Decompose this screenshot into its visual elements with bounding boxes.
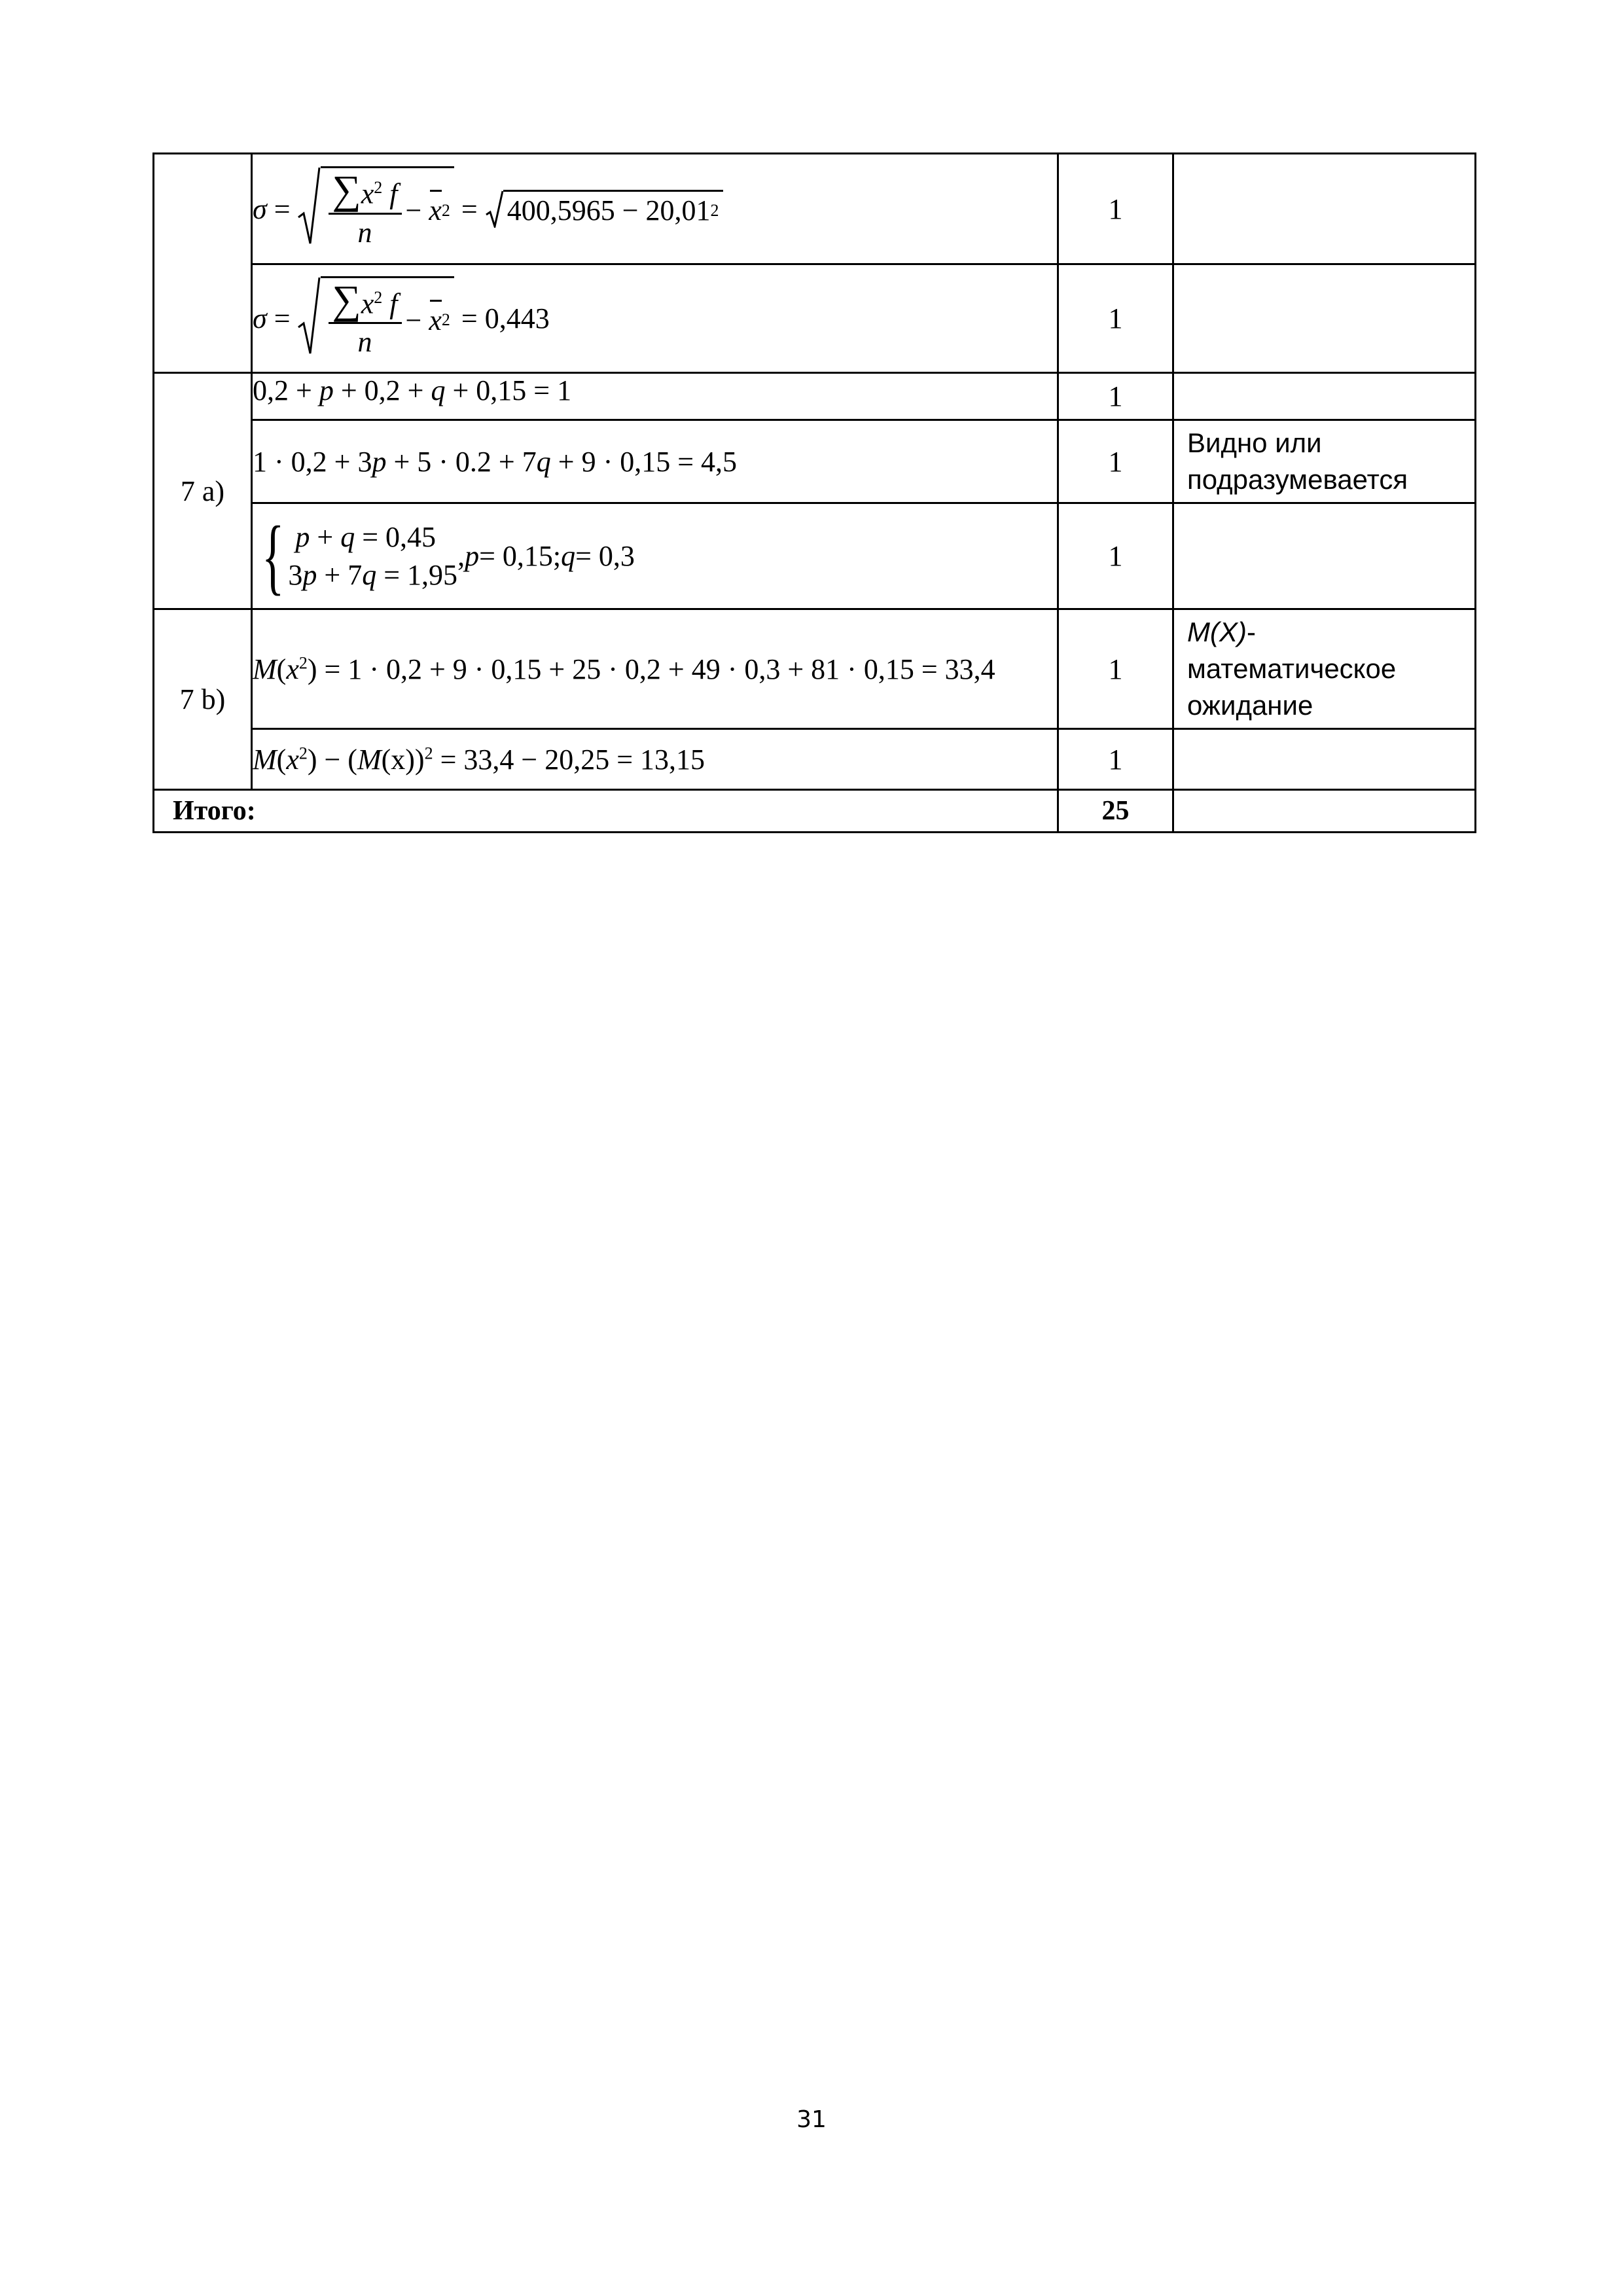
table-row	[154, 373, 1476, 420]
table-row	[154, 420, 1476, 503]
mark-cell: 1	[1058, 420, 1173, 503]
sqrt-icon	[485, 190, 503, 228]
note-text: математическое ожидание	[1187, 653, 1397, 721]
marking-scheme-table	[152, 152, 1476, 833]
formula-m-x2: $M(x^2) = 1 \cdot 0,2 + 9 \cdot 0,15 + 25 \cdot 0,2 + 49 \cdot 0,3 + 81 \cdot 0,15 = 33,4$	[252, 609, 1058, 729]
note-cell	[1173, 503, 1476, 609]
mark-cell: 1	[1058, 373, 1173, 420]
total-label: Итого:	[154, 790, 1058, 833]
total-value: 25	[1058, 790, 1173, 833]
formula-system: { p + q = 0,45 3p + 7q = 1,95 , p = 0,15; q = 0,3	[252, 503, 1058, 609]
question-label-7b: 7 b)	[154, 609, 252, 790]
note-cell: Видно или подразумевается	[1173, 420, 1476, 503]
table-row	[154, 264, 1476, 373]
total-row	[154, 790, 1476, 833]
brace-icon: {	[262, 509, 285, 603]
table-row	[154, 503, 1476, 609]
note-cell	[1173, 729, 1476, 790]
mark-cell: 1	[1058, 264, 1173, 373]
formula-variance: $M(x^2) - (M(x))^2 = 33,4 - 20,25 = 13,15$	[252, 729, 1058, 790]
note-cell	[1173, 154, 1476, 264]
sqrt-icon	[297, 166, 321, 245]
note-cell: M(X)- математическое ожидание	[1173, 609, 1476, 729]
mark-cell: 1	[1058, 609, 1173, 729]
formula-sigma-1: σ = $\frac{\sum x^2 f}{n}$ − x 2 = 400,5965 − 20,01 2	[252, 154, 1058, 264]
mark-cell: 1	[1058, 729, 1173, 790]
note-cell	[1173, 373, 1476, 420]
formula-expectation: 1 · 0,2 + 3p + 5 · 0.2 + 7q + 9 · 0,15 = 4,5	[252, 420, 1058, 503]
note-cell	[1173, 264, 1476, 373]
note-cell	[1173, 790, 1476, 833]
table-row	[154, 729, 1476, 790]
mark-cell: 1	[1058, 154, 1173, 264]
formula-prob-sum: 0,2 + p + 0,2 + q + 0,15 = 1	[252, 373, 1058, 420]
formula-sigma-2: σ = $\frac{\sum x^2 f}{n}$ − x 2 = 0,443	[252, 264, 1058, 373]
question-label-7a: 7 a)	[154, 373, 252, 609]
mark-cell: 1	[1058, 503, 1173, 609]
page-number: 31	[796, 2106, 827, 2133]
sqrt-icon	[297, 276, 321, 355]
table-row	[154, 609, 1476, 729]
table-row	[154, 154, 1476, 264]
question-cell	[154, 154, 252, 373]
